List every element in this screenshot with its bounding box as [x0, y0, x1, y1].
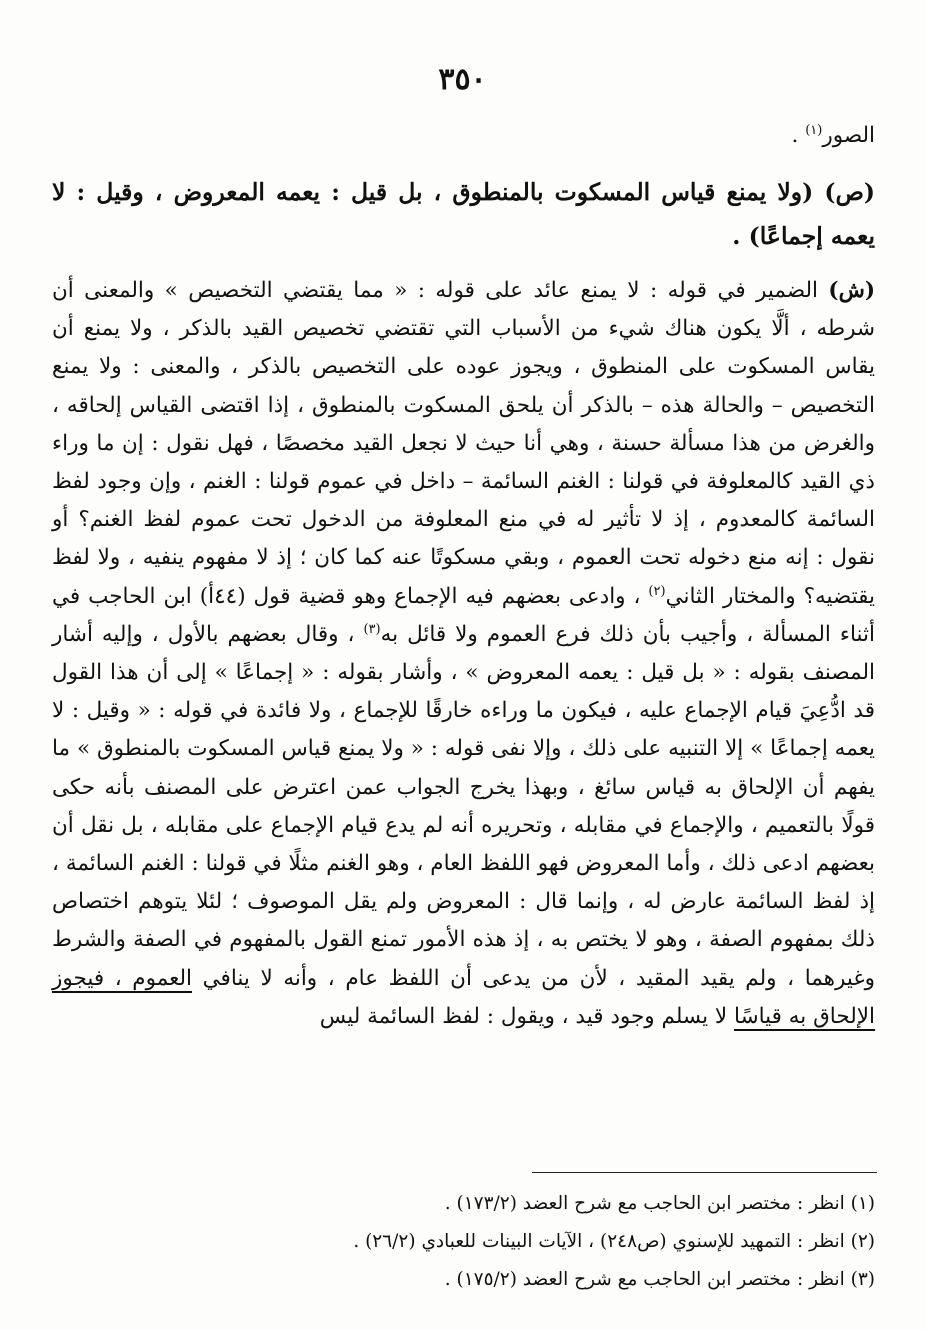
- footnote-2: (٢) انظر : التمهيد للإسنوي (ص٢٤٨) ، الآيات البينات للعبادي (٢٦/٢) .: [353, 1231, 875, 1252]
- sharh-text-part2: ، وادعى بعضهم فيه الإجماع وهو قضية قول (٤٤أ) ابن الحاجب في أثناء المسألة ، وأجيب بأن ذلك فرع العموم ولا قائل به: [52, 583, 875, 647]
- footnote-separator: [532, 1172, 877, 1173]
- matn-paragraph: (ص) (ولا يمنع قياس المسكوت بالمنطوق ، بل قيل : يعمه المعروض ، وقيل : لا يعمه إجماعًا) .: [52, 178, 875, 250]
- sharh-label: (ش): [828, 278, 875, 303]
- page-number: ٣٥٠: [438, 62, 487, 97]
- footnote-3: (٣) انظر : مختصر ابن الحاجب مع شرح العضد (١٧٥/٢) .: [444, 1269, 875, 1290]
- sharh-text-part3: ، وقال بعضهم بالأول ، وإليه أشار المصنف بقوله : « بل قيل : يعمه المعروض » ، وأشار بقوله : « إجماعًا » إلى أن هذا القول قد ادُّعِيَ قيام الإجماع عليه ، فيكون ما وراءه خارقًا للإجماع ، ولا فائدة في قوله : « وقيل : لا يعمه إجماعًا » إلا التنبيه على ذلك ، وإلا نفى قوله : « ولا يمنع قياس المسكوت بالمنطوق » ما يفهم أن الإلحاق به قياس سائغ ، وبهذا يخرج الجواب عمن اعترض على المصنف بأنه حكى قولًا بالتعميم ، والإجماع في مقابله ، وتحريره أنه لم يدع قيام الإجماع على مقابله ، بل نقل أن بعضهم ادعى ذلك ، وأما المعروض فهو اللفظ العام ، وهو الغنم مثلًا في قولنا : الغنم السائمة ، إذ لفظ السائمة عارض له ، وإنما قال : المعروض ولم يقل الموصوف ؛ لئلا يتوهم اختصاص ذلك بمفهوم الصفة ، وهو لا يختص به ، إذ هذه الأمور تمنع القول بالمفهوم في الصفة والشرط وغيرهما ، ولم يقيد المقيد ، لأن من يدعى أن اللفظ عام ، وأنه لا ينافي: [52, 621, 875, 991]
- underlined-phrase: العموم ، فيجوز الإلحاق به قياسًا: [52, 965, 875, 1029]
- footnote-ref-3: (٣): [363, 621, 381, 637]
- footnote-ref-2: (٢): [648, 583, 666, 599]
- footnote-ref-1: (١): [805, 122, 823, 138]
- sharh-paragraph: [52, 272, 875, 1036]
- footnote-1: (١) انظر : مختصر ابن الحاجب مع شرح العضد (١٧٣/٢) .: [444, 1193, 875, 1214]
- continuation-end: .: [791, 123, 806, 148]
- footnotes: [52, 1185, 875, 1299]
- continuation-line: [52, 116, 875, 156]
- continuation-text: الصور: [822, 123, 875, 148]
- sharh-text-part4: لا يسلم وجود قيد ، ويقول : لفظ السائمة ليس: [319, 1003, 735, 1029]
- sharh-text-part1: الضمير في قوله : لا يمنع عائد على قوله : « مما يقتضي التخصيص » والمعنى أن شرطه ، ألَّا يكون هناك شيء من الأسباب التي تقتضي تخصيص القيد بالذكر ، ولا يمنع أن يقاس المسكوت على المنطوق ، ويجوز عوده على التخصيص بالذكر ، والمعنى : ولا يمنع التخصيص – والحالة هذه – بالذكر أن يلحق المسكوت بالمنطوق ، إذا اقتضى القياس إلحاقه ، والغرض من هذا مسألة حسنة ، وهي أنا حيث لا نجعل القيد مخصصًا ، فهل نقول : إن ما وراء ذي القيد كالمعلوفة في قولنا : الغنم السائمة – داخل في عموم قولنا : الغنم ، وإن وجود لفظ السائمة كالمعدوم ، إذ لا تأثير له في منع المعلوفة من الدخول تحت عموم لفظ الغنم؟ أو نقول : إنه منع دخوله تحت العموم ، وبقي مسكوتًا عنه كما كان ؛ إذ لا مفهوم ينفيه ، ولا لفظ يقتضيه؟ والمختار الثاني: [52, 278, 875, 609]
